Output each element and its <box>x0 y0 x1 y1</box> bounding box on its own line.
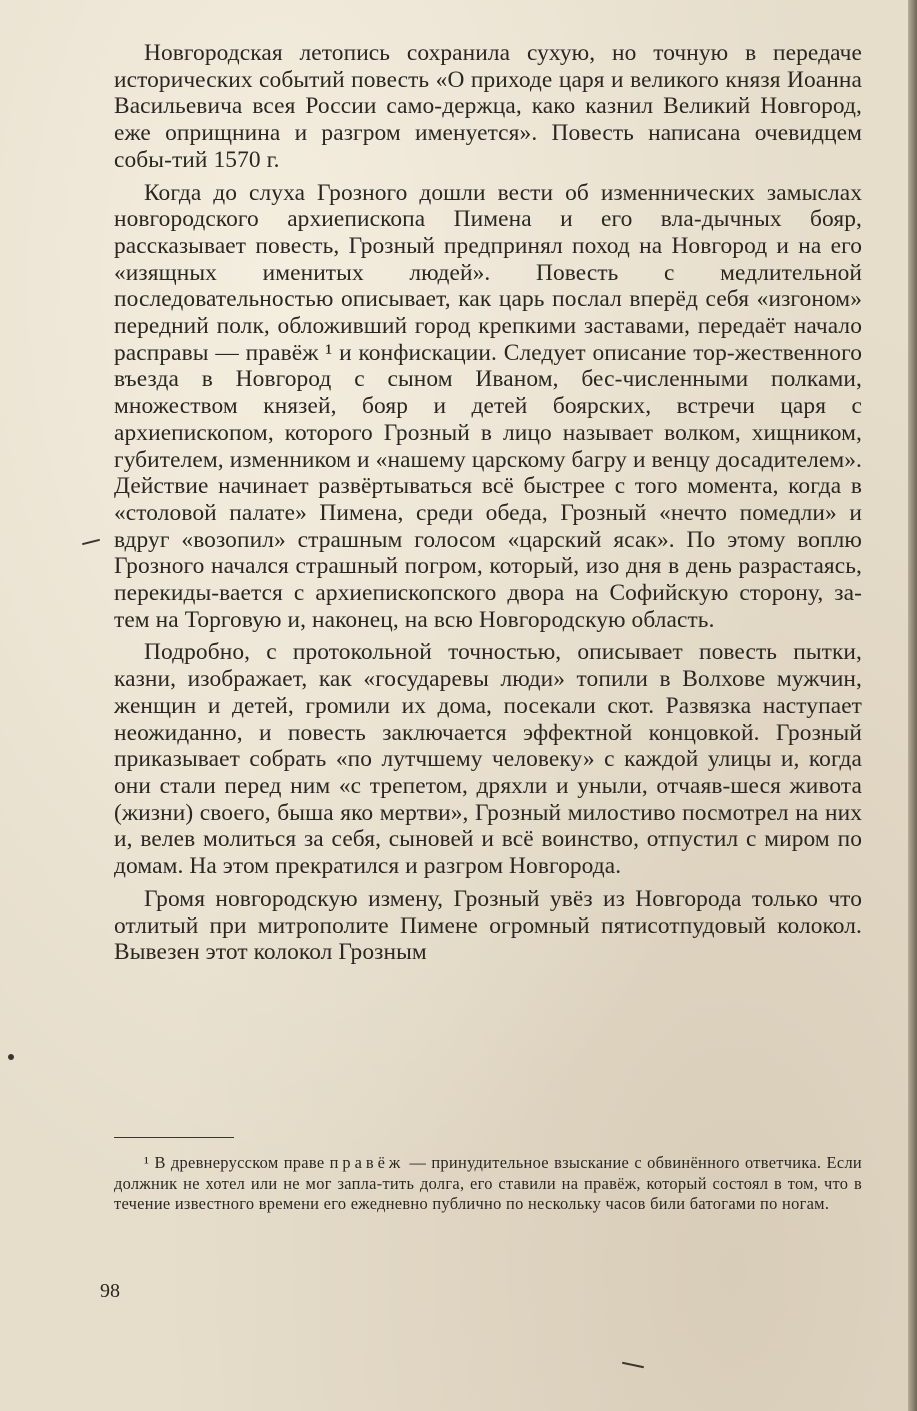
page-number: 98 <box>100 1280 120 1302</box>
footnote-prefix: ¹ В древнерусском праве <box>144 1153 330 1172</box>
footnote-text: — принудительное взыскание с обвинённого ответчика. Если должник не хотел или не мог запла-тить долга, его ставили на правёж, который состоял в том, что в течение известного времени его ежедневно публично по нескольку часов били батогами по ногам. <box>114 1153 862 1214</box>
footnote <box>114 1153 862 1215</box>
footnote-divider <box>114 1137 234 1138</box>
bottom-pencil-mark <box>622 1362 644 1369</box>
paragraph-4: Громя новгородскую измену, Грозный увёз из Новгорода только что отлитый при митрополите Пимене огромный пятисотпудовый колокол. Вывезен этот колокол Грозным <box>114 885 862 966</box>
main-text <box>114 40 862 972</box>
paragraph-1: Новгородская летопись сохранила сухую, но точную в передаче исторических событий повесть «О приходе царя и великого князя Иоанна Васильевича всея России само-держца, како казнил Великий Новгород, еже оприщнина и разгром именуется». Повесть написана очевидцем собы-тий 1570 г. <box>114 40 862 173</box>
page-edge-shadow <box>908 0 917 1411</box>
margin-pencil-mark <box>82 539 100 545</box>
margin-dot-mark <box>8 1054 14 1060</box>
footnote-term: правёж <box>329 1153 405 1172</box>
paragraph-2: Когда до слуха Грозного дошли вести об изменнических замыслах новгородского архиепископа Пимена и его вла-дычных бояр, рассказывает повесть, Грозный предпринял поход на Новгород и на его «изящных именитых людей». Повесть с медлительной последовательностью описывает, как царь послал вперёд себя «изгоном» передний полк, обложивший город крепкими заставами, передаёт начало расправы — правёж ¹ и конфискации. Следует описание тор-жественного въезда в Новгород с сыном Иваном, бес-численными полками, множеством князей, бояр и детей боярских, встречи царя с архиепископом, которого Грозный в лицо называет волком, хищником, губителем, изменником и «нашему царскому багру и венцу досадителем». Действие начинает развёртываться всё быстрее с того момента, когда в «столовой палате» Пимена, среди обеда, Грозный «нечто помедли» и вдруг «возопил» страшным голосом «царский ясак». По этому воплю Грозного начался страшный погром, который, изо дня в день разрастаясь, перекиды-вается с архиепископского двора на Софийскую сторону, за-тем на Торговую и, наконец, на всю Новгородскую область. <box>114 179 862 633</box>
paragraph-3: Подробно, с протокольной точностью, описывает повесть пытки, казни, изображает, как «государевы люди» топили в Волхове мужчин, женщин и детей, громили их дома, посекали скот. Развязка наступает неожиданно, и повесть заключается эффектной концовкой. Грозный приказывает собрать «по лутчшему человеку» с каждой улицы и, когда они стали перед ним «с трепетом, дряхли и уныли, отчаяв-шеся живота (жизни) своего, быша яко мертви», Грозный милостиво посмотрел на них и, велев молиться за себя, сыновей и всё воинство, отпустил с миром по домам. На этом прекратился и разгром Новгорода. <box>114 639 862 880</box>
